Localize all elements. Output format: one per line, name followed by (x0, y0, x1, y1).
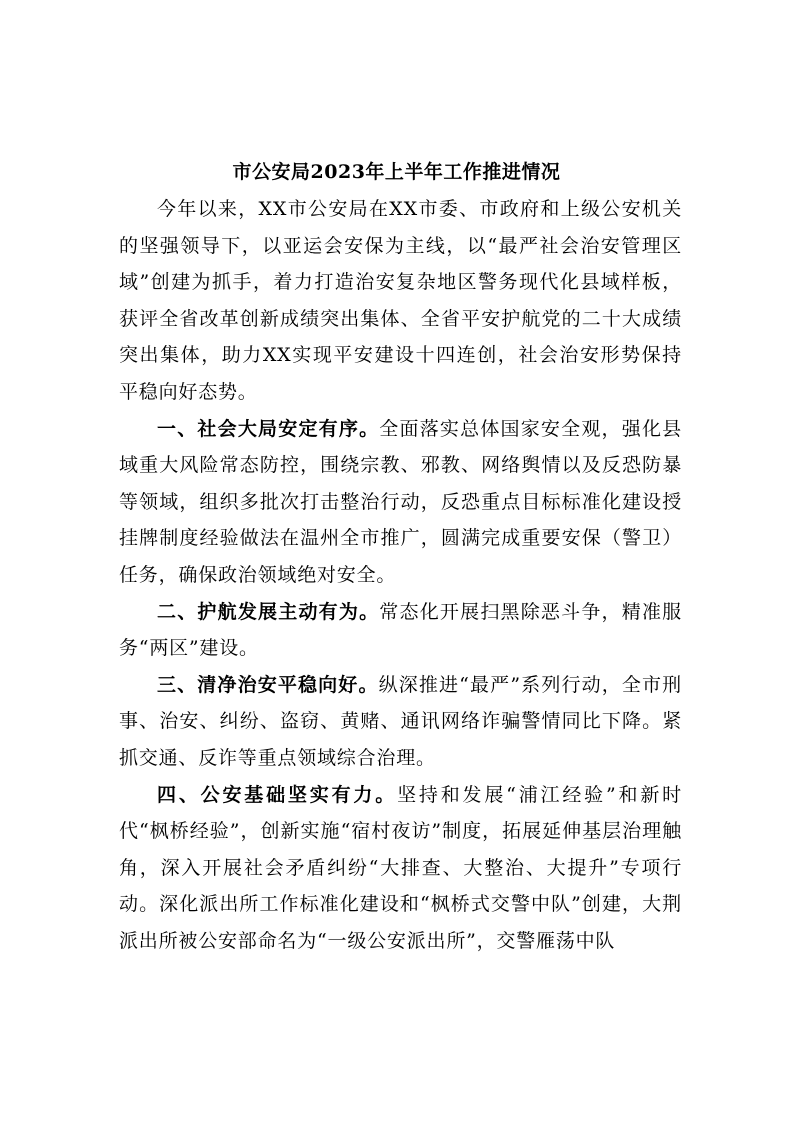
section-heading-3: 三、清净治安平稳向好。 (157, 673, 379, 696)
section-paragraph-4 (119, 777, 682, 960)
section-paragraph-3 (119, 667, 682, 777)
section-text-4: 坚持和发展“浦江经验”和新时代“枫桥经验”，创新实施“宿村夜访”制度，拓展延伸基层治理触角，深入开展社会矛盾纠纷“大排查、大整治、大提升”专项行动。深化派出所工作标准化建设和“枫桥式交警中队”创建，大荆派出所被公安部命名为“一级公安派出所”，交警雁荡中队 (119, 783, 682, 952)
section-heading-4: 四、公安基础坚实有力。 (157, 783, 398, 806)
document-body (119, 191, 682, 959)
section-paragraph-2 (119, 594, 682, 667)
section-paragraph-1 (119, 411, 682, 594)
section-text-1: 全面落实总体国家安全观，强化县域重大风险常态防控，围绕宗教、邪教、网络舆情以及反恐防暴等领域，组织多批次打击整治行动，反恐重点目标标准化建设授挂牌制度经验做法在温州全市推广，圆满完成重要安保（警卫）任务，确保政治领域绝对安全。 (119, 417, 682, 586)
document-title: 市公安局2023年上半年工作推进情况 (232, 161, 561, 183)
intro-paragraph: 今年以来，XX市公安局在XX市委、市政府和上级公安机关的坚强领导下，以亚运会安保为主线，以“最严社会治安管理区域”创建为抓手，着力打造治安复杂地区警务现代化县域样板，获评全省改革创新成绩突出集体、全省平安护航党的二十大成绩突出集体，助力XX实现平安建设十四连创，社会治安形势保持平稳向好态势。 (119, 198, 682, 403)
section-text-2: 常态化开展扫黑除恶斗争，精准服务“两区”建设。 (119, 600, 682, 660)
section-heading-2: 二、护航发展主动有为。 (157, 600, 380, 623)
section-heading-1: 一、社会大局安定有序。 (157, 417, 380, 440)
section-text-3: 纵深推进“最严”系列行动，全市刑事、治安、纠纷、盗窃、黄赌、通讯网络诈骗警情同比下降。紧抓交通、反诈等重点领域综合治理。 (119, 673, 682, 769)
